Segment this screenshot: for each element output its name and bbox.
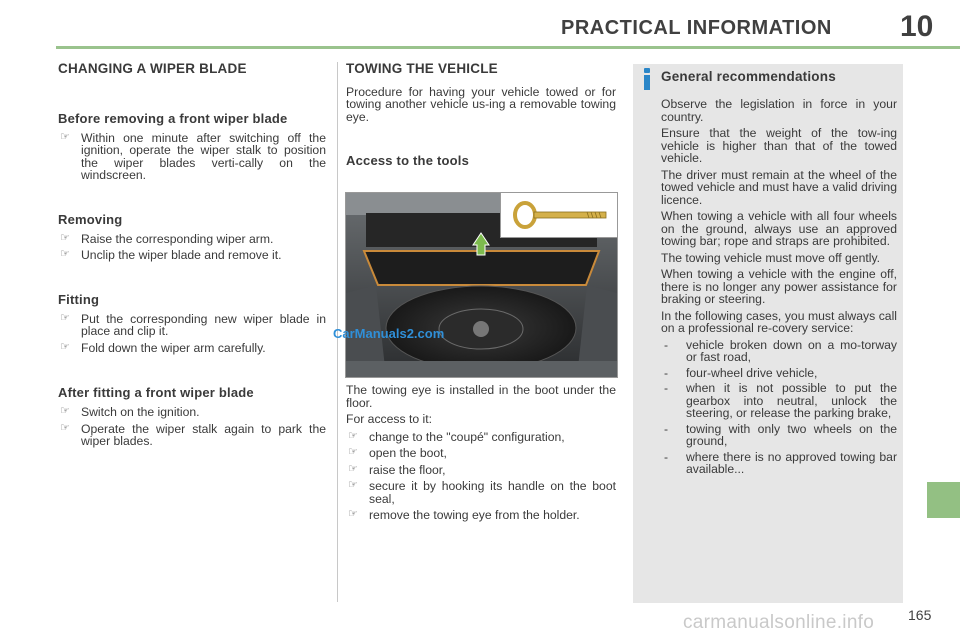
recovery-case: - when it is not possible to put the gearbox into neutral, unlock the steering, or release the parking brake, (661, 382, 897, 420)
recommendation-paragraph: When towing a vehicle with all four wheels on the ground, always use an approved towing bar; rope and straps are prohibited. (661, 209, 897, 248)
header-divider (56, 46, 960, 49)
towing-eye-inset (500, 192, 618, 238)
wiper-section-title: CHANGING A WIPER BLADE (58, 61, 247, 76)
after-fitting-step: ☞ Operate the wiper stalk again to park the wiper blades. (58, 423, 326, 448)
info-icon (643, 68, 651, 90)
towing-intro: Procedure for having your vehicle towed or for towing another vehicle us-ing a removable towing eye. (346, 84, 616, 124)
recommendations-content (661, 69, 897, 479)
before-removing-step: ☞ Within one minute after switching off the ignition, operate the wiper stalk to position the wiper blades verti-cally on the windscreen. (58, 132, 326, 182)
towing-eye-access (346, 384, 616, 526)
recommendation-paragraph: When towing a vehicle with the engine off, there is no longer any power assistance for braking or steering. (661, 267, 897, 306)
recommendation-paragraph: The driver must remain at the wheel of the towed vehicle and must have a valid driving licence. (661, 167, 897, 207)
recovery-case: - where there is no approved towing bar available... (661, 451, 897, 476)
towing-section-title: TOWING THE VEHICLE (346, 61, 498, 76)
removing-heading: Removing (58, 211, 123, 227)
fitting-heading: Fitting (58, 291, 100, 307)
recommendation-paragraph: Ensure that the weight of the tow-ing vehicle is higher than that of the towed vehicle. (661, 126, 897, 165)
chapter-number: 10 (900, 10, 934, 43)
watermark-carmanualsonline: carmanualsonline.info (683, 612, 875, 633)
access-step: ☞ remove the towing eye from the holder. (346, 509, 616, 522)
access-step: ☞ change to the "coupé" configuration, (346, 431, 616, 444)
towing-eye-location: The towing eye is installed in the boot under the floor. (346, 383, 616, 410)
access-step: ☞ raise the floor, (346, 464, 616, 477)
recommendation-paragraph: In the following cases, you must always call on a professional re-covery service: (661, 308, 897, 335)
towing-eye-icon (501, 193, 617, 237)
access-intro: For access to it: (346, 412, 433, 426)
recommendations-title: General recommendations (661, 69, 836, 84)
fitting-step: ☞ Put the corresponding new wiper blade in place and clip it. (58, 313, 326, 338)
recovery-case: - vehicle broken down on a mo-torway or fast road, (661, 339, 897, 364)
after-fitting-heading: After fitting a front wiper blade (58, 385, 254, 400)
before-removing-heading: Before removing a front wiper blade (58, 110, 288, 126)
watermark-carmanuals2: CarManuals2.com (333, 326, 445, 341)
removing-step: ☞ Unclip the wiper blade and remove it. (58, 249, 326, 262)
access-step: ☞ open the boot, (346, 447, 616, 460)
chapter-tab-marker (927, 482, 960, 518)
access-tools-heading: Access to the tools (346, 153, 469, 168)
towing-column (346, 63, 616, 168)
after-fitting-step: ☞ Switch on the ignition. (58, 406, 326, 419)
recovery-case: - four-wheel drive vehicle, (661, 367, 897, 380)
access-step: ☞ secure it by hooking its handle on the boot seal, (346, 480, 616, 505)
removing-step: ☞ Raise the corresponding wiper arm. (58, 233, 326, 246)
recommendation-paragraph: The towing vehicle must move off gently. (661, 250, 881, 265)
wiper-blade-column (58, 63, 326, 452)
page-number: 165 (908, 607, 932, 623)
recovery-case: - towing with only two wheels on the ground, (661, 423, 897, 448)
recommendation-paragraph: Observe the legislation in force in your country. (661, 97, 897, 124)
fitting-step: ☞ Fold down the wiper arm carefully. (58, 342, 326, 355)
page-header-title: PRACTICAL INFORMATION (561, 17, 832, 39)
